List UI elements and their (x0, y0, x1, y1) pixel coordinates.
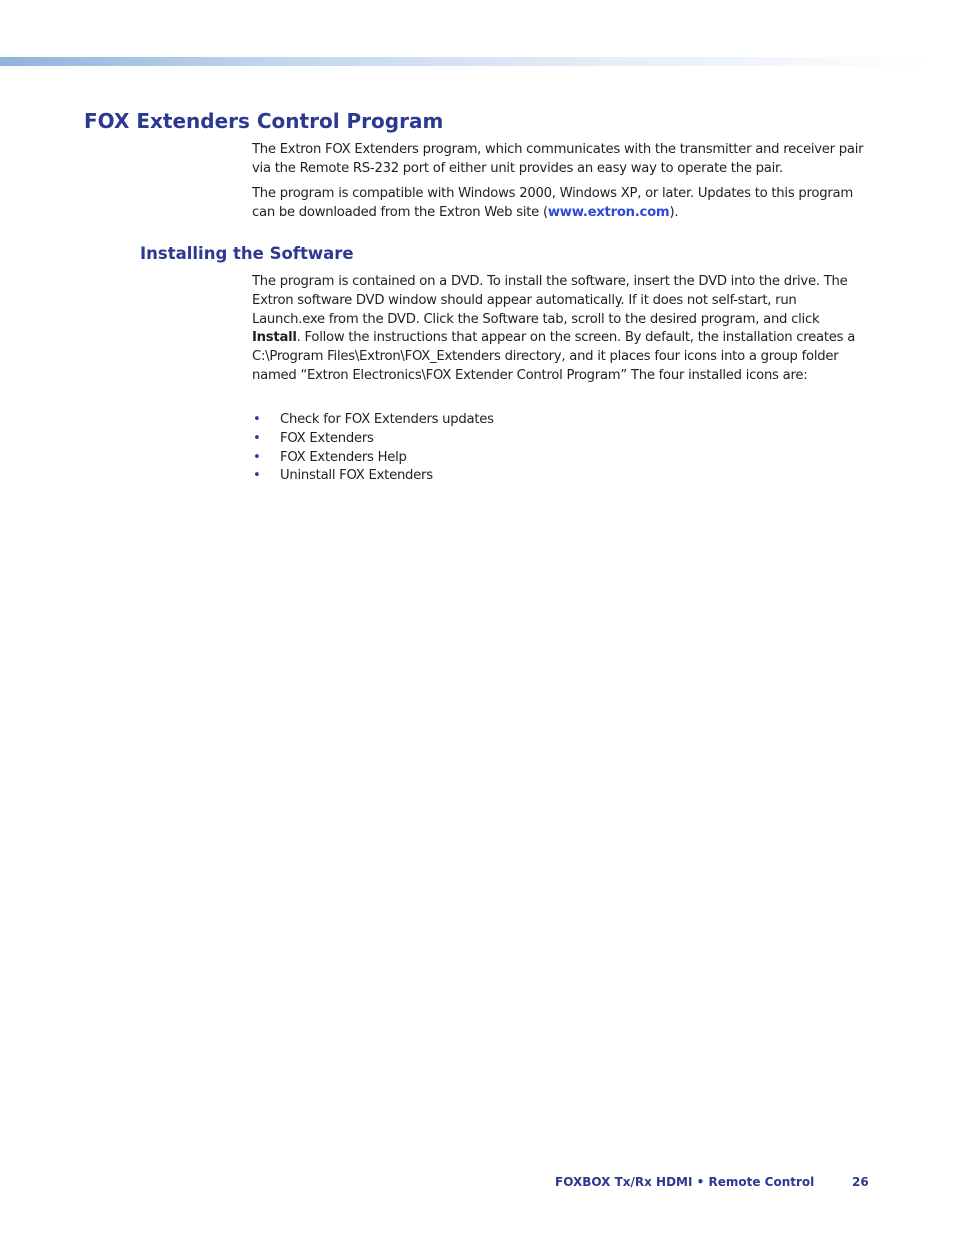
footer-page-number: 26 (852, 1175, 869, 1189)
install-paragraph-text-after: . Follow the instructions that appear on the screen. By default, the installation creates a C:\Program Files\Extron\FOX_Extenders directory, and it places four icons into a group folder named “Extron Electronics\FOX Extender Control Program” The four installed icons are: (252, 330, 856, 383)
bullet-icon: • (253, 412, 261, 427)
subsection-title: Installing the Software (140, 244, 354, 263)
list-item (252, 411, 494, 430)
list-item-label: FOX Extenders (280, 430, 374, 446)
list-item-label: Uninstall FOX Extenders (280, 468, 433, 484)
list-item (252, 449, 494, 468)
install-paragraph (252, 273, 870, 386)
intro-paragraph-1: The Extron FOX Extenders program, which communicates with the transmitter and receiver pair via the Remote RS-232 port of either unit provides an easy way to operate the pair. (252, 142, 864, 176)
installed-icons-list (252, 411, 494, 486)
intro-paragraph-2-text-before: The program is compatible with Windows 2000, Windows XP, or later. Updates to this program can be downloaded from the Extron Web site ( (252, 186, 853, 220)
bullet-icon: • (253, 468, 261, 484)
intro-paragraph-2 (252, 185, 870, 223)
section-title: FOX Extenders Control Program (84, 109, 444, 133)
install-paragraph-text-before: The program is contained on a DVD. To install the software, insert the DVD into the drive. The Extron software DVD window should appear automatically. If it does not self-start, run Launch.exe from the DVD. Click the Software tab, scroll to the desired program, and click (252, 274, 848, 327)
header-gradient-bar (0, 57, 930, 66)
list-item (252, 430, 494, 449)
install-keyword: Install (252, 330, 297, 346)
intro-paragraph-2-text-after: ). (669, 204, 679, 220)
list-item-label: Check for FOX Extenders updates (280, 412, 494, 427)
bullet-icon: • (253, 430, 261, 446)
extron-website-link[interactable]: www.extron.com (547, 204, 670, 220)
footer-document-title: FOXBOX Tx/Rx HDMI • Remote Control (555, 1175, 815, 1189)
list-item-label: FOX Extenders Help (280, 449, 407, 465)
list-item (252, 467, 494, 486)
bullet-icon: • (253, 449, 261, 465)
